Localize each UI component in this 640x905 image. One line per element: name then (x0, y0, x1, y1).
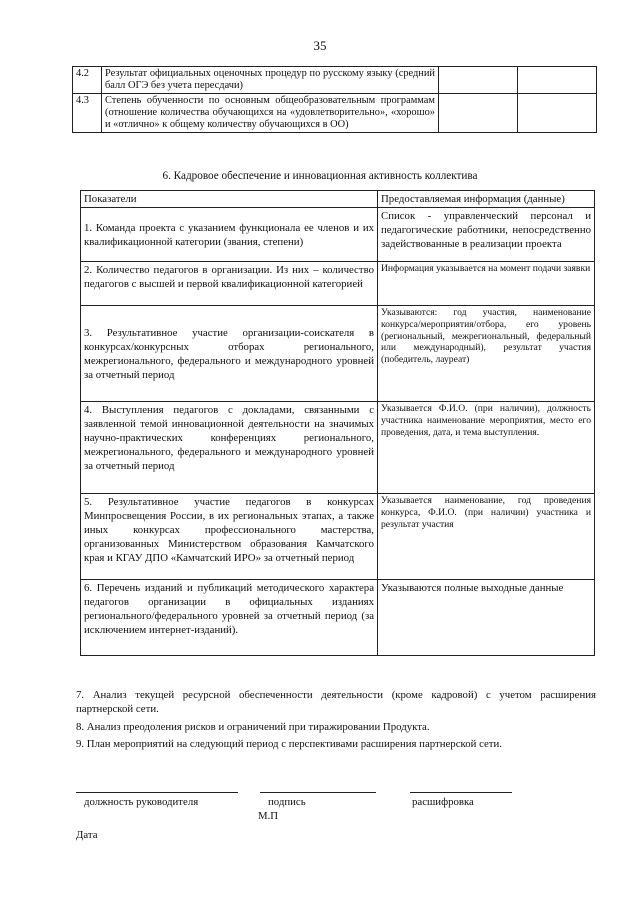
empty-cell (439, 94, 518, 133)
table-row (81, 306, 595, 402)
header-indicators: Показатели (81, 191, 378, 208)
decoding-signature-line (410, 792, 512, 793)
empty-cell (518, 94, 597, 133)
table-row (81, 208, 595, 262)
row-number: 4.3 (73, 94, 102, 133)
paragraph-7: 7. Анализ текущей ресурсной обеспеченности деятельности (кроме кадровой) с учетом расширения партнерской сети. (76, 689, 596, 715)
signature-line (260, 792, 376, 793)
indicator-cell: 1. Команда проекта с указанием функционала ее членов и их квалификационной категории (звания, степени) (81, 208, 378, 262)
row-text: Степень обученности по основным общеобразовательным программам (отношение количества обучающихся на «удовлетворительно», «хорошо» и «отлично» к общему количеству обучающихся в ОО) (102, 94, 439, 133)
indicator-cell: 4. Выступления педагогов с докладами, связанными с заявленной темой инновационной деятельности на значимых научно-практических конференциях регионального, межрегионального, федерального и международного уровней за отчетный период (81, 402, 378, 494)
information-cell: Указываются полные выходные данные (378, 580, 595, 656)
table-row (81, 580, 595, 656)
indicator-table-continued (72, 66, 597, 133)
empty-cell (518, 67, 597, 94)
paragraph-8: 8. Анализ преодоления рисков и ограничений при тиражировании Продукта. (76, 721, 430, 733)
information-cell: Указывается Ф.И.О. (при наличии), должность участника наименование мероприятия, место его проведения, дата, и тема выступления. (378, 402, 595, 494)
table-row (73, 94, 597, 133)
row-number: 4.2 (73, 67, 102, 94)
page-number: 35 (313, 38, 327, 53)
section-title: 6. Кадровое обеспечение и инновационная активность коллектива (162, 170, 478, 182)
indicator-cell: 5. Результативное участие педагогов в конкурсах Минпросвещения России, в их региональных этапах, а также иных конкурсах профессионального мастерства, организованных Министерством образования Камчатского края и КГАУ ДПО «Камчатский ИРО» за отчетный период (81, 494, 378, 580)
indicator-cell: 2. Количество педагогов в организации. Из них – количество педагогов с высшей и первой квалификационной категорией (81, 262, 378, 306)
indicator-cell: 3. Результативное участие организации-соискателя в конкурсах/конкурсных отборах регионального, межрегионального, федерального и международного уровней за отчетный период (81, 306, 378, 402)
indicator-cell: 6. Перечень изданий и публикаций методического характера педагогов организации в официальных изданиях регионального/федерального уровней за отчетный период (за исключением интернет-изданий). (81, 580, 378, 656)
position-signature-line (76, 792, 238, 793)
staffing-table (80, 190, 595, 656)
signature-label: подпись (268, 796, 306, 808)
header-information: Предоставляемая информация (данные) (378, 191, 595, 208)
decoding-label: расшифровка (412, 796, 474, 808)
row-text: Результат официальных оценочных процедур по русскому языку (средний балл ОГЭ без учета пересдачи) (102, 67, 439, 94)
table-row (81, 262, 595, 306)
date-label: Дата (76, 829, 98, 841)
stamp-label: М.П (258, 810, 279, 822)
table-row (81, 494, 595, 580)
table-header-row (81, 191, 595, 208)
paragraph-9: 9. План мероприятий на следующий период с перспективами расширения партнерской сети. (76, 738, 502, 750)
information-cell: Указывается наименование, год проведения конкурса, Ф.И.О. (при наличии) участника и результат участия (378, 494, 595, 580)
table-row (73, 67, 597, 94)
table-row (81, 402, 595, 494)
information-cell: Список - управленческий персонал и педагогические работники, непосредственно задействованные в реализации проекта (378, 208, 595, 262)
position-label: должность руководителя (84, 796, 199, 808)
empty-cell (439, 67, 518, 94)
information-cell: Информация указывается на момент подачи заявки (378, 262, 595, 306)
information-cell: Указываются: год участия, наименование конкурса/мероприятия/отбора, его уровень (региональный, межрегиональный, федеральный или международный), результат участия (победитель, лауреат) (378, 306, 595, 402)
